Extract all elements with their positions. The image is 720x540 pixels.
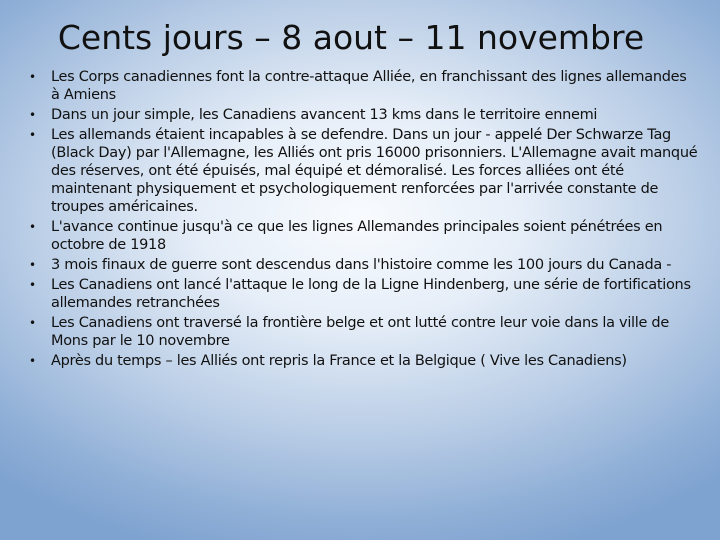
bullet-text: L'avance continue jusqu'à ce que les lignes Allemandes principales soient pénétrées en octobre de 1918 <box>51 219 663 253</box>
bullet-item <box>29 106 699 124</box>
bullet-dot: • <box>29 128 36 142</box>
bullet-dot: • <box>29 316 36 330</box>
bullet-text: Les Corps canadiennes font la contre-attaque Alliée, en franchissant des lignes allemandes à Amiens <box>51 69 687 103</box>
bullet-dot: • <box>29 70 36 84</box>
bullet-dot: • <box>29 108 36 122</box>
bullet-text: Après du temps – les Alliés ont repris la France et la Belgique ( Vive les Canadiens) <box>51 353 627 369</box>
slide-title: Cents jours – 8 aout – 11 novembre <box>57 18 645 57</box>
bullet-dot: • <box>29 354 36 368</box>
bullet-text: 3 mois finaux de guerre sont descendus dans l'histoire comme les 100 jours du Canada - <box>51 257 672 273</box>
bullet-text: Les allemands étaient incapables à se defendre. Dans un jour - appelé Der Schwarze Tag (Black Day) par l'Allemagne, les Alliés ont pris 16000 prisonniers. L'Allemagne avait manqué des réserves, ont été épuisés, mal équipé et démoralisé. Les forces alliées ont été maintenant physiquement et psychologiquement renforcées par l'arrivée constante de troupes américaines. <box>51 127 698 215</box>
bullet-item <box>29 256 699 274</box>
bullet-item <box>29 218 699 254</box>
bullet-item <box>29 276 699 312</box>
bullet-text: Les Canadiens ont traversé la frontière belge et ont lutté contre leur voie dans la ville de Mons par le 10 novembre <box>51 315 669 349</box>
bullet-item <box>29 314 699 350</box>
bullet-text: Dans un jour simple, les Canadiens avancent 13 kms dans le territoire ennemi <box>51 107 598 123</box>
bullet-dot: • <box>29 278 36 292</box>
bullet-item <box>29 68 699 104</box>
bullet-item <box>29 352 699 370</box>
bullet-item <box>29 126 699 216</box>
bullet-text: Les Canadiens ont lancé l'attaque le long de la Ligne Hindenberg, une série de fortifications allemandes retranchées <box>51 277 691 311</box>
bullet-list <box>29 68 699 372</box>
bullet-dot: • <box>29 220 36 234</box>
bullet-dot: • <box>29 258 36 272</box>
